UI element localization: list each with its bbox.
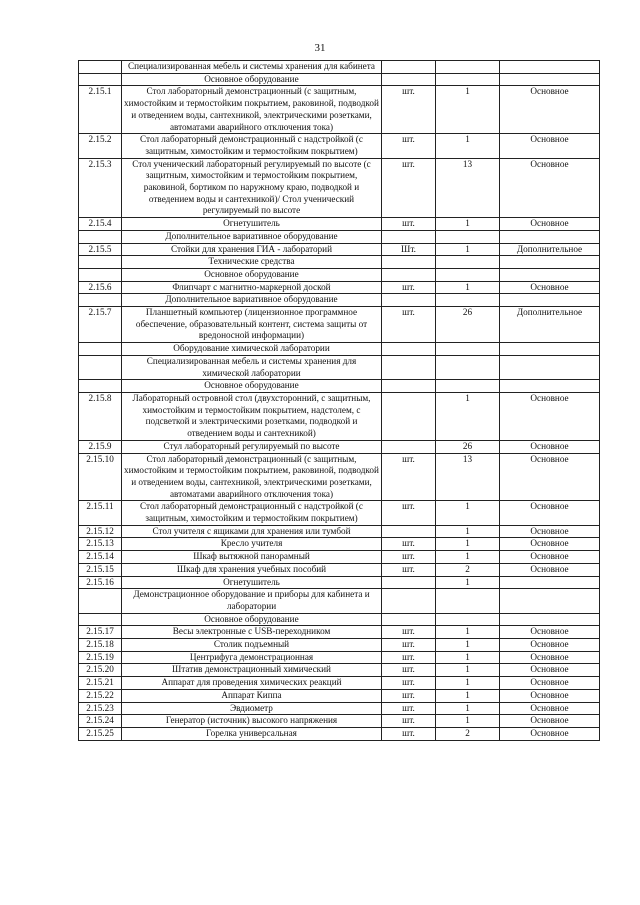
- quantity-cell: [436, 343, 500, 356]
- item-name-cell: Горелка универсальная: [122, 727, 382, 740]
- unit-cell: шт.: [382, 453, 436, 501]
- item-number-cell: 2.15.10: [79, 453, 122, 501]
- unit-cell: шт.: [382, 715, 436, 728]
- item-number-cell: 2.15.20: [79, 664, 122, 677]
- item-name-cell: Лабораторный островной стол (двухсторонний, с защитным, химостойким и термостойким покрытием, надстолем, с подсветкой и электрическими розетками, подводкой и отведением воды и сантехникой): [122, 392, 382, 440]
- quantity-cell: 1: [436, 551, 500, 564]
- section-header-row: [79, 294, 600, 307]
- item-number-cell: 2.15.8: [79, 392, 122, 440]
- item-number-cell: [79, 268, 122, 281]
- equipment-type-cell: Основное: [500, 392, 600, 440]
- item-name-cell: Генератор (источник) высокого напряжения: [122, 715, 382, 728]
- item-name-cell: Стол ученический лабораторный регулируемый по высоте (с защитным, химостойким и термостойким покрытием, раковиной, бортиком по наружному краю, подводкой и отведением воды и сантехникой)/ Стол ученический регулируемый по высоте: [122, 158, 382, 218]
- section-title-cell: Оборудование химической лаборатории: [122, 343, 382, 356]
- quantity-cell: 13: [436, 158, 500, 218]
- item-number-cell: [79, 380, 122, 393]
- table-row: [79, 158, 600, 218]
- equipment-type-cell: [500, 230, 600, 243]
- item-name-cell: Огнетушитель: [122, 576, 382, 589]
- quantity-cell: [436, 230, 500, 243]
- unit-cell: шт.: [382, 651, 436, 664]
- section-header-row: [79, 73, 600, 86]
- item-number-cell: [79, 73, 122, 86]
- table-row: [79, 525, 600, 538]
- section-header-row: [79, 61, 600, 74]
- unit-cell: [382, 576, 436, 589]
- equipment-type-cell: [500, 380, 600, 393]
- equipment-type-cell: [500, 355, 600, 379]
- quantity-cell: 1: [436, 134, 500, 158]
- unit-cell: шт.: [382, 538, 436, 551]
- item-name-cell: Стол лабораторный демонстрационный с надстройкой (с защитным, химостойким и термостойким покрытием): [122, 134, 382, 158]
- section-header-row: [79, 256, 600, 269]
- item-name-cell: Штатив демонстрационный химический: [122, 664, 382, 677]
- equipment-type-cell: Основное: [500, 563, 600, 576]
- table-row: [79, 689, 600, 702]
- section-header-row: [79, 589, 600, 613]
- unit-cell: шт.: [382, 158, 436, 218]
- unit-cell: шт.: [382, 501, 436, 525]
- table-row: [79, 218, 600, 231]
- item-number-cell: 2.15.2: [79, 134, 122, 158]
- item-name-cell: Огнетушитель: [122, 218, 382, 231]
- quantity-cell: 1: [436, 639, 500, 652]
- table-row: [79, 134, 600, 158]
- item-number-cell: 2.15.6: [79, 281, 122, 294]
- item-name-cell: Аппарат для проведения химических реакций: [122, 677, 382, 690]
- item-number-cell: 2.15.25: [79, 727, 122, 740]
- section-header-row: [79, 343, 600, 356]
- unit-cell: шт.: [382, 281, 436, 294]
- table-row: [79, 440, 600, 453]
- section-title-cell: Дополнительное вариативное оборудование: [122, 294, 382, 307]
- item-name-cell: Шкаф для хранения учебных пособий: [122, 563, 382, 576]
- table-row: [79, 563, 600, 576]
- item-number-cell: 2.15.4: [79, 218, 122, 231]
- item-name-cell: Аппарат Киппа: [122, 689, 382, 702]
- quantity-cell: 1: [436, 626, 500, 639]
- item-number-cell: [79, 230, 122, 243]
- unit-cell: шт.: [382, 134, 436, 158]
- equipment-type-cell: Основное: [500, 86, 600, 134]
- unit-cell: [382, 589, 436, 613]
- item-name-cell: Кресло учителя: [122, 538, 382, 551]
- equipment-type-cell: [500, 256, 600, 269]
- unit-cell: шт.: [382, 218, 436, 231]
- unit-cell: шт.: [382, 639, 436, 652]
- equipment-type-cell: Дополнительное: [500, 243, 600, 256]
- item-number-cell: 2.15.21: [79, 677, 122, 690]
- unit-cell: шт.: [382, 677, 436, 690]
- item-name-cell: Весы электронные с USB-переходником: [122, 626, 382, 639]
- quantity-cell: [436, 380, 500, 393]
- item-number-cell: 2.15.3: [79, 158, 122, 218]
- section-header-row: [79, 380, 600, 393]
- item-number-cell: 2.15.24: [79, 715, 122, 728]
- section-title-cell: Технические средства: [122, 256, 382, 269]
- quantity-cell: 1: [436, 218, 500, 231]
- item-number-cell: 2.15.23: [79, 702, 122, 715]
- item-name-cell: Стул лабораторный регулируемый по высоте: [122, 440, 382, 453]
- quantity-cell: [436, 355, 500, 379]
- section-title-cell: Дополнительное вариативное оборудование: [122, 230, 382, 243]
- equipment-type-cell: Основное: [500, 702, 600, 715]
- quantity-cell: 13: [436, 453, 500, 501]
- quantity-cell: [436, 589, 500, 613]
- table-row: [79, 677, 600, 690]
- item-name-cell: Центрифуга демонстрационная: [122, 651, 382, 664]
- table-row: [79, 281, 600, 294]
- table-row: [79, 651, 600, 664]
- unit-cell: шт.: [382, 664, 436, 677]
- table-row: [79, 501, 600, 525]
- unit-cell: шт.: [382, 689, 436, 702]
- item-number-cell: 2.15.16: [79, 576, 122, 589]
- item-number-cell: 2.15.1: [79, 86, 122, 134]
- equipment-type-cell: Основное: [500, 664, 600, 677]
- item-name-cell: Стол лабораторный демонстрационный с надстройкой (с защитным, химостойким и термостойким покрытием): [122, 501, 382, 525]
- quantity-cell: 1: [436, 281, 500, 294]
- table-row: [79, 307, 600, 343]
- equipment-type-cell: Основное: [500, 677, 600, 690]
- section-title-cell: Основное оборудование: [122, 73, 382, 86]
- item-number-cell: 2.15.11: [79, 501, 122, 525]
- unit-cell: [382, 61, 436, 74]
- quantity-cell: 1: [436, 651, 500, 664]
- quantity-cell: [436, 73, 500, 86]
- unit-cell: шт.: [382, 86, 436, 134]
- quantity-cell: 1: [436, 715, 500, 728]
- item-name-cell: Планшетный компьютер (лицензионное программное обеспечение, образовательный контент, система защиты от вредоносной информации): [122, 307, 382, 343]
- unit-cell: Шт.: [382, 243, 436, 256]
- unit-cell: шт.: [382, 563, 436, 576]
- item-name-cell: Стол учителя с ящиками для хранения или тумбой: [122, 525, 382, 538]
- section-title-cell: Специализированная мебель и системы хранения для химической лаборатории: [122, 355, 382, 379]
- section-title-cell: Специализированная мебель и системы хранения для кабинета: [122, 61, 382, 74]
- table-row: [79, 243, 600, 256]
- item-name-cell: Шкаф вытяжной панорамный: [122, 551, 382, 564]
- section-header-row: [79, 268, 600, 281]
- item-number-cell: [79, 613, 122, 626]
- quantity-cell: 1: [436, 392, 500, 440]
- quantity-cell: 1: [436, 538, 500, 551]
- unit-cell: [382, 268, 436, 281]
- quantity-cell: [436, 613, 500, 626]
- unit-cell: шт.: [382, 702, 436, 715]
- table-row: [79, 86, 600, 134]
- equipment-type-cell: [500, 268, 600, 281]
- equipment-type-cell: Основное: [500, 538, 600, 551]
- section-title-cell: Демонстрационное оборудование и приборы для кабинета и лаборатории: [122, 589, 382, 613]
- table-row: [79, 576, 600, 589]
- quantity-cell: 1: [436, 525, 500, 538]
- section-title-cell: Основное оборудование: [122, 613, 382, 626]
- quantity-cell: 1: [436, 702, 500, 715]
- quantity-cell: 1: [436, 243, 500, 256]
- table-row: [79, 639, 600, 652]
- unit-cell: [382, 613, 436, 626]
- item-name-cell: Столик подъемный: [122, 639, 382, 652]
- unit-cell: [382, 256, 436, 269]
- equipment-type-cell: Основное: [500, 551, 600, 564]
- unit-cell: шт.: [382, 727, 436, 740]
- item-number-cell: 2.15.22: [79, 689, 122, 702]
- quantity-cell: [436, 294, 500, 307]
- quantity-cell: 26: [436, 440, 500, 453]
- equipment-table-body: [79, 61, 600, 741]
- unit-cell: [382, 440, 436, 453]
- equipment-type-cell: Основное: [500, 715, 600, 728]
- section-title-cell: Основное оборудование: [122, 380, 382, 393]
- unit-cell: шт.: [382, 551, 436, 564]
- item-number-cell: 2.15.14: [79, 551, 122, 564]
- unit-cell: шт.: [382, 626, 436, 639]
- item-number-cell: 2.15.5: [79, 243, 122, 256]
- table-row: [79, 664, 600, 677]
- equipment-type-cell: Основное: [500, 651, 600, 664]
- table-row: [79, 702, 600, 715]
- equipment-type-cell: Основное: [500, 440, 600, 453]
- item-number-cell: 2.15.9: [79, 440, 122, 453]
- table-row: [79, 551, 600, 564]
- item-name-cell: Стол лабораторный демонстрационный (с защитным, химостойким и термостойким покрытием, раковиной, подводкой и отведением воды, сантехникой, электрическими розетками, автоматами аварийного отключения тока): [122, 86, 382, 134]
- item-number-cell: 2.15.17: [79, 626, 122, 639]
- item-number-cell: [79, 61, 122, 74]
- quantity-cell: 1: [436, 664, 500, 677]
- equipment-type-cell: Основное: [500, 501, 600, 525]
- unit-cell: [382, 525, 436, 538]
- quantity-cell: 1: [436, 501, 500, 525]
- equipment-type-cell: Основное: [500, 158, 600, 218]
- item-name-cell: Эвдиометр: [122, 702, 382, 715]
- equipment-table: [78, 60, 600, 741]
- unit-cell: [382, 392, 436, 440]
- equipment-type-cell: Основное: [500, 281, 600, 294]
- equipment-type-cell: [500, 613, 600, 626]
- quantity-cell: 1: [436, 677, 500, 690]
- table-row: [79, 626, 600, 639]
- quantity-cell: 26: [436, 307, 500, 343]
- equipment-type-cell: Основное: [500, 134, 600, 158]
- item-name-cell: Флипчарт с магнитно-маркерной доской: [122, 281, 382, 294]
- item-number-cell: [79, 343, 122, 356]
- section-title-cell: Основное оборудование: [122, 268, 382, 281]
- item-number-cell: 2.15.12: [79, 525, 122, 538]
- item-number-cell: 2.15.7: [79, 307, 122, 343]
- item-number-cell: [79, 355, 122, 379]
- quantity-cell: 1: [436, 689, 500, 702]
- item-number-cell: 2.15.15: [79, 563, 122, 576]
- equipment-type-cell: [500, 343, 600, 356]
- unit-cell: [382, 343, 436, 356]
- quantity-cell: [436, 61, 500, 74]
- equipment-type-cell: Основное: [500, 218, 600, 231]
- equipment-type-cell: Основное: [500, 453, 600, 501]
- page-number: 31: [314, 42, 326, 54]
- table-row: [79, 392, 600, 440]
- table-row: [79, 453, 600, 501]
- table-row: [79, 727, 600, 740]
- quantity-cell: 2: [436, 563, 500, 576]
- unit-cell: [382, 355, 436, 379]
- section-header-row: [79, 355, 600, 379]
- equipment-type-cell: Основное: [500, 689, 600, 702]
- unit-cell: [382, 294, 436, 307]
- item-name-cell: Стойки для хранения ГИА - лабораторий: [122, 243, 382, 256]
- equipment-type-cell: [500, 294, 600, 307]
- table-row: [79, 538, 600, 551]
- unit-cell: [382, 73, 436, 86]
- quantity-cell: [436, 268, 500, 281]
- equipment-type-cell: Основное: [500, 525, 600, 538]
- item-number-cell: [79, 294, 122, 307]
- equipment-type-cell: Дополнительное: [500, 307, 600, 343]
- item-number-cell: [79, 256, 122, 269]
- section-header-row: [79, 613, 600, 626]
- unit-cell: [382, 380, 436, 393]
- item-number-cell: 2.15.18: [79, 639, 122, 652]
- equipment-type-cell: Основное: [500, 626, 600, 639]
- equipment-type-cell: [500, 73, 600, 86]
- item-name-cell: Стол лабораторный демонстрационный (с защитным, химостойким и термостойким покрытием, раковиной, подводкой и отведением воды, сантехникой, электрическими розетками, автоматами аварийного отключения тока): [122, 453, 382, 501]
- item-number-cell: 2.15.19: [79, 651, 122, 664]
- unit-cell: [382, 230, 436, 243]
- equipment-type-cell: Основное: [500, 727, 600, 740]
- equipment-type-cell: [500, 576, 600, 589]
- quantity-cell: 2: [436, 727, 500, 740]
- equipment-type-cell: [500, 589, 600, 613]
- item-number-cell: [79, 589, 122, 613]
- item-number-cell: 2.15.13: [79, 538, 122, 551]
- section-header-row: [79, 230, 600, 243]
- equipment-type-cell: Основное: [500, 639, 600, 652]
- equipment-type-cell: [500, 61, 600, 74]
- quantity-cell: 1: [436, 576, 500, 589]
- quantity-cell: [436, 256, 500, 269]
- quantity-cell: 1: [436, 86, 500, 134]
- table-row: [79, 715, 600, 728]
- unit-cell: шт.: [382, 307, 436, 343]
